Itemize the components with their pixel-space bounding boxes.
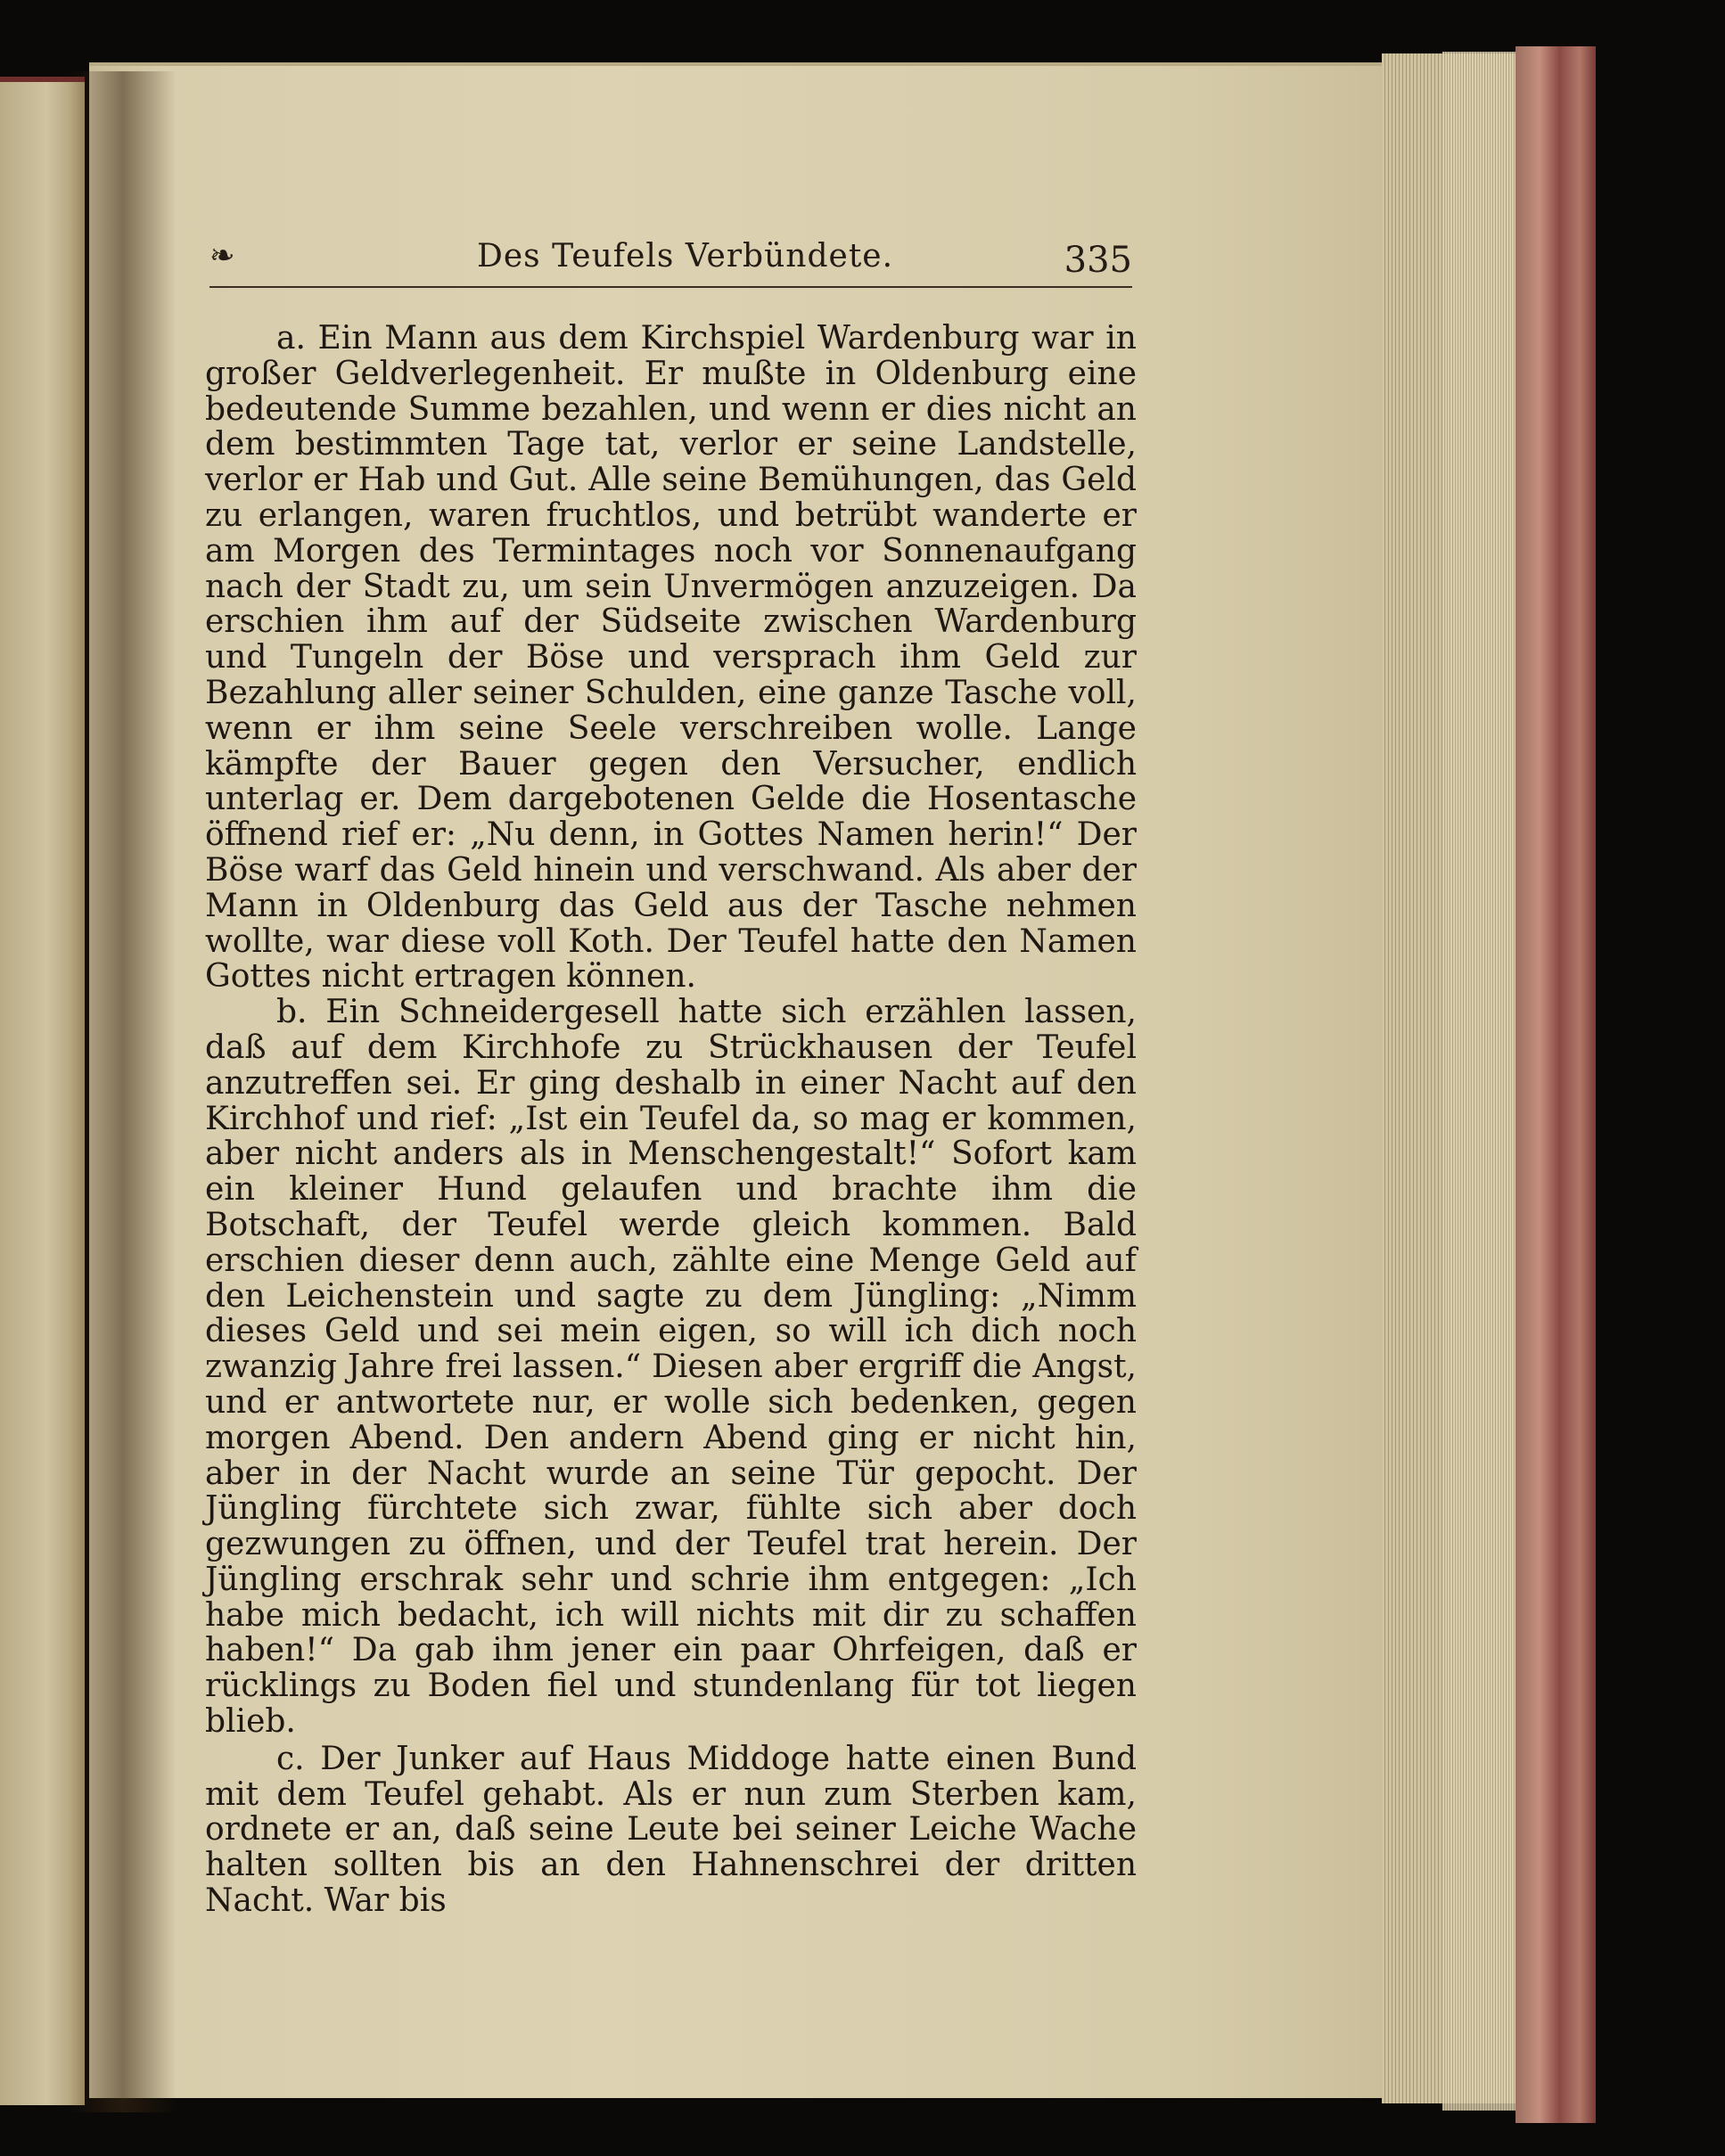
paragraph-a: a. Ein Mann aus dem Kirchspiel Wardenburg war in großer Geldverlegenheit. Er mußte in Oldenburg eine bedeutende Summe bezahlen, und wenn er dies nicht an dem bestimmten Tage tat, verlor er seine Landstelle, verlor er Hab und Gut. Alle seine Bemühungen, das Geld zu erlangen, waren fruchtlos, und betrübt wanderte er am Morgen des Termintages noch vor Sonnenaufgang nach der Stadt zu, um sein Unvermögen anzuzeigen. Da erschien ihm auf der Südseite zwischen Wardenburg und Tungeln der Böse und versprach ihm Geld zur Bezahlung aller seiner Schulden, eine ganze Tasche voll, wenn er ihm seine Seele verschreiben wolle. Lange kämpfte der Bauer gegen den Versucher, endlich unterlag er. Dem dargebotenen Gelde die Hosentasche öffnend rief er: „Nu denn, in Gottes Namen herin!“ Der Böse warf das Geld hinein und verschwand. Als aber der Mann in Oldenburg das Geld aus der Tasche nehmen wollte, war diese voll Koth. Der Teufel hatte den Namen Gottes nicht ertragen können. xyxy=(205,320,1137,996)
book-gutter xyxy=(70,71,177,2112)
paragraph-c: c. Der Junker auf Haus Middoge hatte einen Bund mit dem Teufel gehabt. Als er nun zum Sterben kam, ordnete er an, daß seine Leute bei seiner Leiche Wache halten sollten bis an den Hahnenschrei der dritten Nacht. War bis xyxy=(205,1740,1137,1920)
paragraph-b: b. Ein Schneidergesell hatte sich erzählen lassen, daß auf dem Kirchhofe zu Strückhausen der Teufel anzutreffen sei. Er ging deshalb in einer Nacht auf den Kirchhof und rief: „Ist ein Teufel da, so mag er kommen, aber nicht anders als in Menschengestalt!“ Sofort kam ein kleiner Hund gelaufen und brachte ihm die Botschaft, der Teufel werde gleich kommen. Bald erschien dieser denn auch, zählte eine Menge Geld auf den Leichenstein und sagte zu dem Jüngling: „Nimm dieses Geld und sei mein eigen, so will ich dich noch zwanzig Jahre frei lassen.“ Diesen aber ergriff die Angst, und er antwortete nur, er wolle sich bedenken, gegen morgen Abend. Den andern Abend ging er nicht hin, aber in der Nacht wurde an seine Tür gepocht. Der Jüngling fürchtete sich zwar, fühlte sich aber doch gezwungen zu öffnen, und der Teufel trat herein. Der Jüngling erschrak sehr und schrie ihm entgegen: „Ich habe mich bedacht, ich will nichts mit dir zu schaffen haben!“ Da gab ihm jener ein paar Ohrfeigen, daß er rücklings zu Boden fiel und stundenlang für tot liegen blieb. xyxy=(205,994,1137,1741)
header-rule xyxy=(209,286,1132,288)
book-cover-marbled xyxy=(1516,46,1596,2123)
page-stack xyxy=(1442,52,1523,2111)
page-body xyxy=(205,321,1137,1919)
ornament-icon: ❧ xyxy=(209,238,235,274)
page-number: 335 xyxy=(1064,240,1132,281)
running-title: Des Teufels Verbündete. xyxy=(477,238,894,275)
page-header xyxy=(209,227,1132,290)
